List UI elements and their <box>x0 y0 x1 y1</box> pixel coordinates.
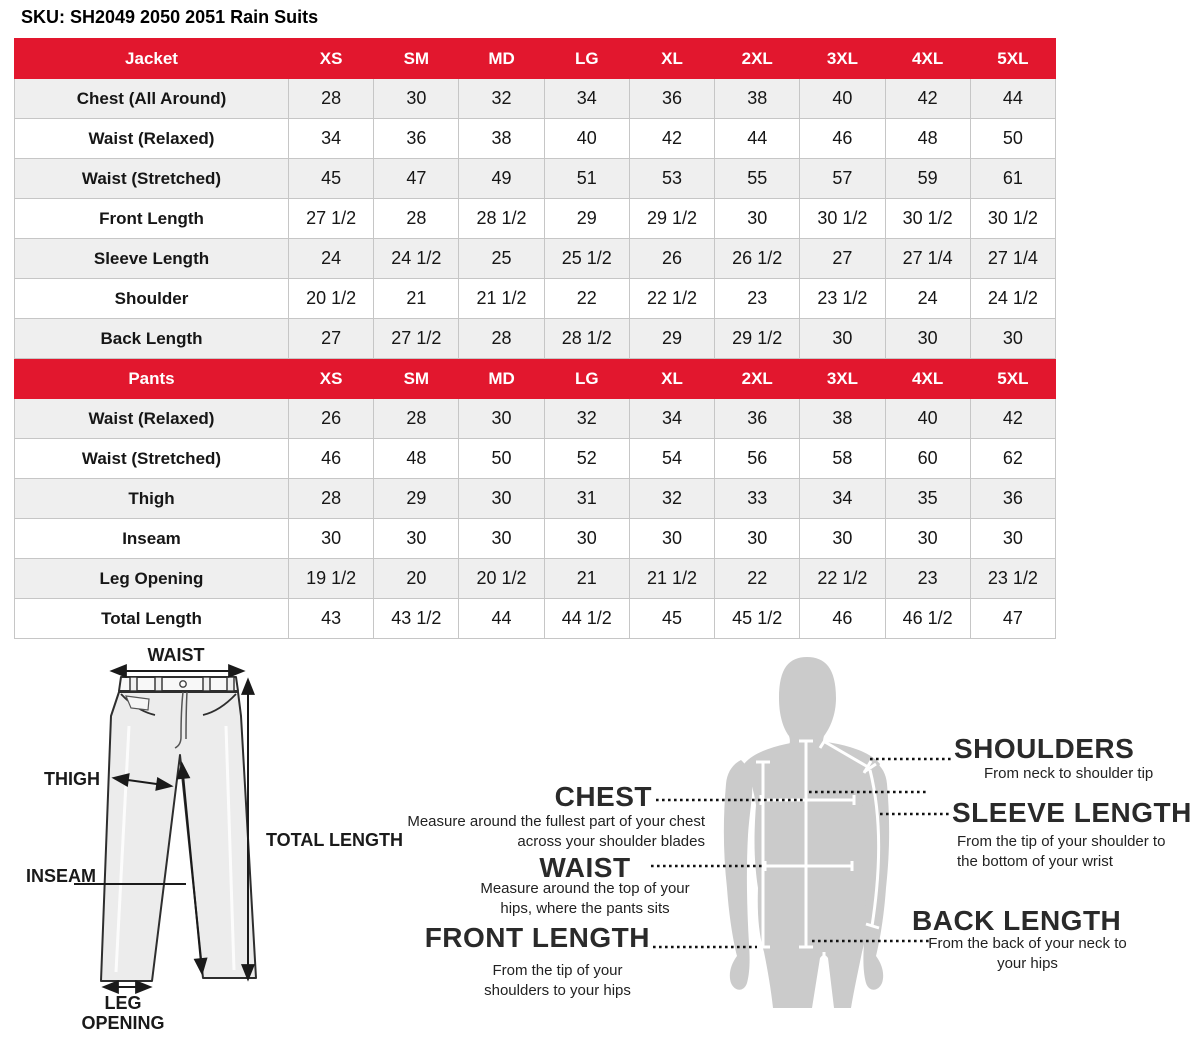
size-value-cell: 27 1/2 <box>374 319 459 359</box>
waist-line <box>765 861 852 871</box>
thigh-arrow <box>114 778 171 786</box>
size-value-cell: 46 1/2 <box>885 599 970 639</box>
size-value-cell: 20 1/2 <box>459 559 544 599</box>
size-value-cell: 52 <box>544 439 629 479</box>
size-value-cell: 34 <box>629 399 714 439</box>
size-table <box>14 38 1056 639</box>
size-column-header: SM <box>374 359 459 399</box>
size-value-cell: 32 <box>629 479 714 519</box>
measurement-row-label: Back Length <box>15 319 289 359</box>
chest-heading: CHEST <box>554 781 652 812</box>
table-row <box>15 479 1056 519</box>
size-value-cell: 46 <box>800 119 885 159</box>
size-value-cell: 30 <box>459 479 544 519</box>
size-value-cell: 30 <box>885 319 970 359</box>
size-value-cell: 47 <box>970 599 1055 639</box>
table-row <box>15 599 1056 639</box>
size-value-cell: 30 <box>374 79 459 119</box>
size-column-header: MD <box>459 39 544 79</box>
size-column-header: 3XL <box>800 39 885 79</box>
measurement-row-label: Waist (Stretched) <box>15 159 289 199</box>
size-value-cell: 58 <box>800 439 885 479</box>
size-value-cell: 30 1/2 <box>885 199 970 239</box>
size-value-cell: 38 <box>715 79 800 119</box>
size-value-cell: 42 <box>885 79 970 119</box>
pants-leg-opening-label: LEG OPENING <box>81 993 165 1034</box>
size-value-cell: 40 <box>544 119 629 159</box>
size-value-cell: 25 <box>459 239 544 279</box>
table-row <box>15 279 1056 319</box>
chest-line <box>761 795 854 805</box>
size-value-cell: 46 <box>289 439 374 479</box>
size-value-cell: 30 <box>459 519 544 559</box>
inseam-arrow <box>182 764 202 973</box>
front-length-description: From the tip of your shoulders to your hips <box>484 962 631 999</box>
size-value-cell: 44 1/2 <box>544 599 629 639</box>
size-value-cell: 24 1/2 <box>970 279 1055 319</box>
size-value-cell: 30 <box>885 519 970 559</box>
size-value-cell: 23 1/2 <box>800 279 885 319</box>
pants-diagram <box>74 671 256 987</box>
size-value-cell: 30 <box>800 519 885 559</box>
size-column-header: 2XL <box>715 39 800 79</box>
size-column-header: XS <box>289 359 374 399</box>
measurement-row-label: Waist (Stretched) <box>15 439 289 479</box>
size-value-cell: 30 <box>970 519 1055 559</box>
size-value-cell: 19 1/2 <box>289 559 374 599</box>
size-value-cell: 30 1/2 <box>800 199 885 239</box>
body-measure-lines <box>756 737 879 1000</box>
size-value-cell: 28 <box>459 319 544 359</box>
table-section-header: Pants <box>15 359 289 399</box>
size-value-cell: 23 1/2 <box>970 559 1055 599</box>
size-value-cell: 34 <box>800 479 885 519</box>
measurement-row-label: Leg Opening <box>15 559 289 599</box>
size-value-cell: 22 <box>544 279 629 319</box>
size-value-cell: 30 <box>715 519 800 559</box>
size-value-cell: 29 <box>374 479 459 519</box>
size-value-cell: 26 <box>629 239 714 279</box>
size-value-cell: 40 <box>800 79 885 119</box>
size-value-cell: 21 <box>374 279 459 319</box>
table-row <box>15 399 1056 439</box>
table-header-row <box>15 359 1056 399</box>
size-value-cell: 33 <box>715 479 800 519</box>
size-value-cell: 25 1/2 <box>544 239 629 279</box>
measurement-row-label: Chest (All Around) <box>15 79 289 119</box>
size-value-cell: 21 1/2 <box>459 279 544 319</box>
size-value-cell: 53 <box>629 159 714 199</box>
back-length-description: From the back of your neck to your hips <box>928 935 1127 972</box>
front-length-heading: FRONT LENGTH <box>424 922 650 953</box>
size-value-cell: 60 <box>885 439 970 479</box>
measurement-row-label: Front Length <box>15 199 289 239</box>
size-value-cell: 30 <box>544 519 629 559</box>
size-value-cell: 48 <box>885 119 970 159</box>
size-value-cell: 47 <box>374 159 459 199</box>
size-value-cell: 38 <box>459 119 544 159</box>
size-value-cell: 30 <box>374 519 459 559</box>
pants-total-length-label: TOTAL LENGTH <box>266 830 403 850</box>
size-value-cell: 31 <box>544 479 629 519</box>
size-value-cell: 20 1/2 <box>289 279 374 319</box>
size-value-cell: 28 <box>289 79 374 119</box>
pants-waist-label: WAIST <box>147 645 205 665</box>
size-value-cell: 49 <box>459 159 544 199</box>
size-value-cell: 56 <box>715 439 800 479</box>
size-column-header: LG <box>544 39 629 79</box>
size-column-header: XS <box>289 39 374 79</box>
size-value-cell: 48 <box>374 439 459 479</box>
table-header-row <box>15 39 1056 79</box>
sleeve-length-description: From the tip of your shoulder to the bottom of your wrist <box>957 833 1166 870</box>
measurement-row-label: Sleeve Length <box>15 239 289 279</box>
size-column-header: MD <box>459 359 544 399</box>
size-value-cell: 22 1/2 <box>629 279 714 319</box>
size-value-cell: 36 <box>629 79 714 119</box>
size-value-cell: 57 <box>800 159 885 199</box>
size-value-cell: 35 <box>885 479 970 519</box>
size-value-cell: 51 <box>544 159 629 199</box>
body-silhouette <box>724 657 889 1008</box>
size-value-cell: 45 1/2 <box>715 599 800 639</box>
size-value-cell: 24 1/2 <box>374 239 459 279</box>
measurement-row-label: Total Length <box>15 599 289 639</box>
size-value-cell: 30 <box>629 519 714 559</box>
table-row <box>15 239 1056 279</box>
body-waist-description: Measure around the top of your hips, where the pants sits <box>480 880 690 917</box>
belt-loops <box>130 677 234 691</box>
size-value-cell: 42 <box>970 399 1055 439</box>
measurement-row-label: Waist (Relaxed) <box>15 119 289 159</box>
size-column-header: 4XL <box>885 359 970 399</box>
size-value-cell: 30 <box>459 399 544 439</box>
size-value-cell: 45 <box>629 599 714 639</box>
table-row <box>15 159 1056 199</box>
size-value-cell: 54 <box>629 439 714 479</box>
size-value-cell: 59 <box>885 159 970 199</box>
size-value-cell: 28 <box>374 399 459 439</box>
size-value-cell: 44 <box>970 79 1055 119</box>
table-row <box>15 119 1056 159</box>
back-length-line <box>756 762 770 947</box>
size-value-cell: 43 <box>289 599 374 639</box>
size-value-cell: 34 <box>544 79 629 119</box>
size-value-cell: 44 <box>715 119 800 159</box>
size-value-cell: 36 <box>970 479 1055 519</box>
size-value-cell: 43 1/2 <box>374 599 459 639</box>
table-row <box>15 559 1056 599</box>
size-value-cell: 22 <box>715 559 800 599</box>
size-value-cell: 36 <box>715 399 800 439</box>
size-column-header: 2XL <box>715 359 800 399</box>
size-value-cell: 44 <box>459 599 544 639</box>
size-value-cell: 22 1/2 <box>800 559 885 599</box>
size-value-cell: 55 <box>715 159 800 199</box>
table-row <box>15 199 1056 239</box>
size-value-cell: 27 <box>800 239 885 279</box>
sleeve-length-heading: SLEEVE LENGTH <box>952 797 1192 828</box>
size-column-header: LG <box>544 359 629 399</box>
pants-button <box>180 681 186 687</box>
table-row <box>15 319 1056 359</box>
size-value-cell: 38 <box>800 399 885 439</box>
size-value-cell: 23 <box>885 559 970 599</box>
size-value-cell: 28 <box>374 199 459 239</box>
pants-thigh-label: THIGH <box>44 769 100 789</box>
size-value-cell: 28 <box>289 479 374 519</box>
size-column-header: 3XL <box>800 359 885 399</box>
size-value-cell: 26 <box>289 399 374 439</box>
size-value-cell: 23 <box>715 279 800 319</box>
size-value-cell: 20 <box>374 559 459 599</box>
size-value-cell: 21 1/2 <box>629 559 714 599</box>
table-row <box>15 79 1056 119</box>
measurement-row-label: Waist (Relaxed) <box>15 399 289 439</box>
size-value-cell: 45 <box>289 159 374 199</box>
leader-lines <box>651 759 952 947</box>
chest-description: Measure around the fullest part of your chest across your shoulder blades <box>407 813 705 850</box>
size-value-cell: 21 <box>544 559 629 599</box>
size-value-cell: 34 <box>289 119 374 159</box>
size-value-cell: 30 <box>800 319 885 359</box>
size-value-cell: 26 1/2 <box>715 239 800 279</box>
size-value-cell: 32 <box>459 79 544 119</box>
size-value-cell: 61 <box>970 159 1055 199</box>
size-value-cell: 50 <box>459 439 544 479</box>
size-value-cell: 29 <box>544 199 629 239</box>
size-column-header: XL <box>629 359 714 399</box>
size-value-cell: 28 1/2 <box>459 199 544 239</box>
size-value-cell: 30 <box>970 319 1055 359</box>
size-column-header: SM <box>374 39 459 79</box>
size-column-header: 5XL <box>970 39 1055 79</box>
size-value-cell: 24 <box>289 239 374 279</box>
size-value-cell: 30 <box>715 199 800 239</box>
table-row <box>15 439 1056 479</box>
size-value-cell: 32 <box>544 399 629 439</box>
size-column-header: 4XL <box>885 39 970 79</box>
measurement-row-label: Shoulder <box>15 279 289 319</box>
measurement-row-label: Inseam <box>15 519 289 559</box>
size-value-cell: 50 <box>970 119 1055 159</box>
size-value-cell: 29 1/2 <box>629 199 714 239</box>
size-value-cell: 27 1/2 <box>289 199 374 239</box>
size-value-cell: 29 <box>629 319 714 359</box>
size-value-cell: 30 <box>289 519 374 559</box>
size-value-cell: 40 <box>885 399 970 439</box>
shoulders-heading: SHOULDERS <box>954 733 1135 764</box>
front-length-line <box>799 741 813 947</box>
size-value-cell: 42 <box>629 119 714 159</box>
size-column-header: XL <box>629 39 714 79</box>
shoulders-line <box>820 737 871 773</box>
page-title: SKU: SH2049 2050 2051 Rain Suits <box>21 7 319 27</box>
size-value-cell: 62 <box>970 439 1055 479</box>
back-length-heading: BACK LENGTH <box>912 905 1122 936</box>
size-value-cell: 46 <box>800 599 885 639</box>
table-row <box>15 519 1056 559</box>
size-value-cell: 36 <box>374 119 459 159</box>
size-value-cell: 27 1/4 <box>970 239 1055 279</box>
size-value-cell: 28 1/2 <box>544 319 629 359</box>
size-value-cell: 27 <box>289 319 374 359</box>
body-waist-heading: WAIST <box>539 852 631 883</box>
size-column-header: 5XL <box>970 359 1055 399</box>
pants-inseam-label: INSEAM <box>26 866 97 886</box>
size-value-cell: 29 1/2 <box>715 319 800 359</box>
table-section-header: Jacket <box>15 39 289 79</box>
sleeve-line <box>864 764 879 928</box>
measurement-row-label: Thigh <box>15 479 289 519</box>
size-value-cell: 30 1/2 <box>970 199 1055 239</box>
shoulders-description: From neck to shoulder tip <box>984 765 1154 782</box>
size-value-cell: 27 1/4 <box>885 239 970 279</box>
size-value-cell: 24 <box>885 279 970 319</box>
